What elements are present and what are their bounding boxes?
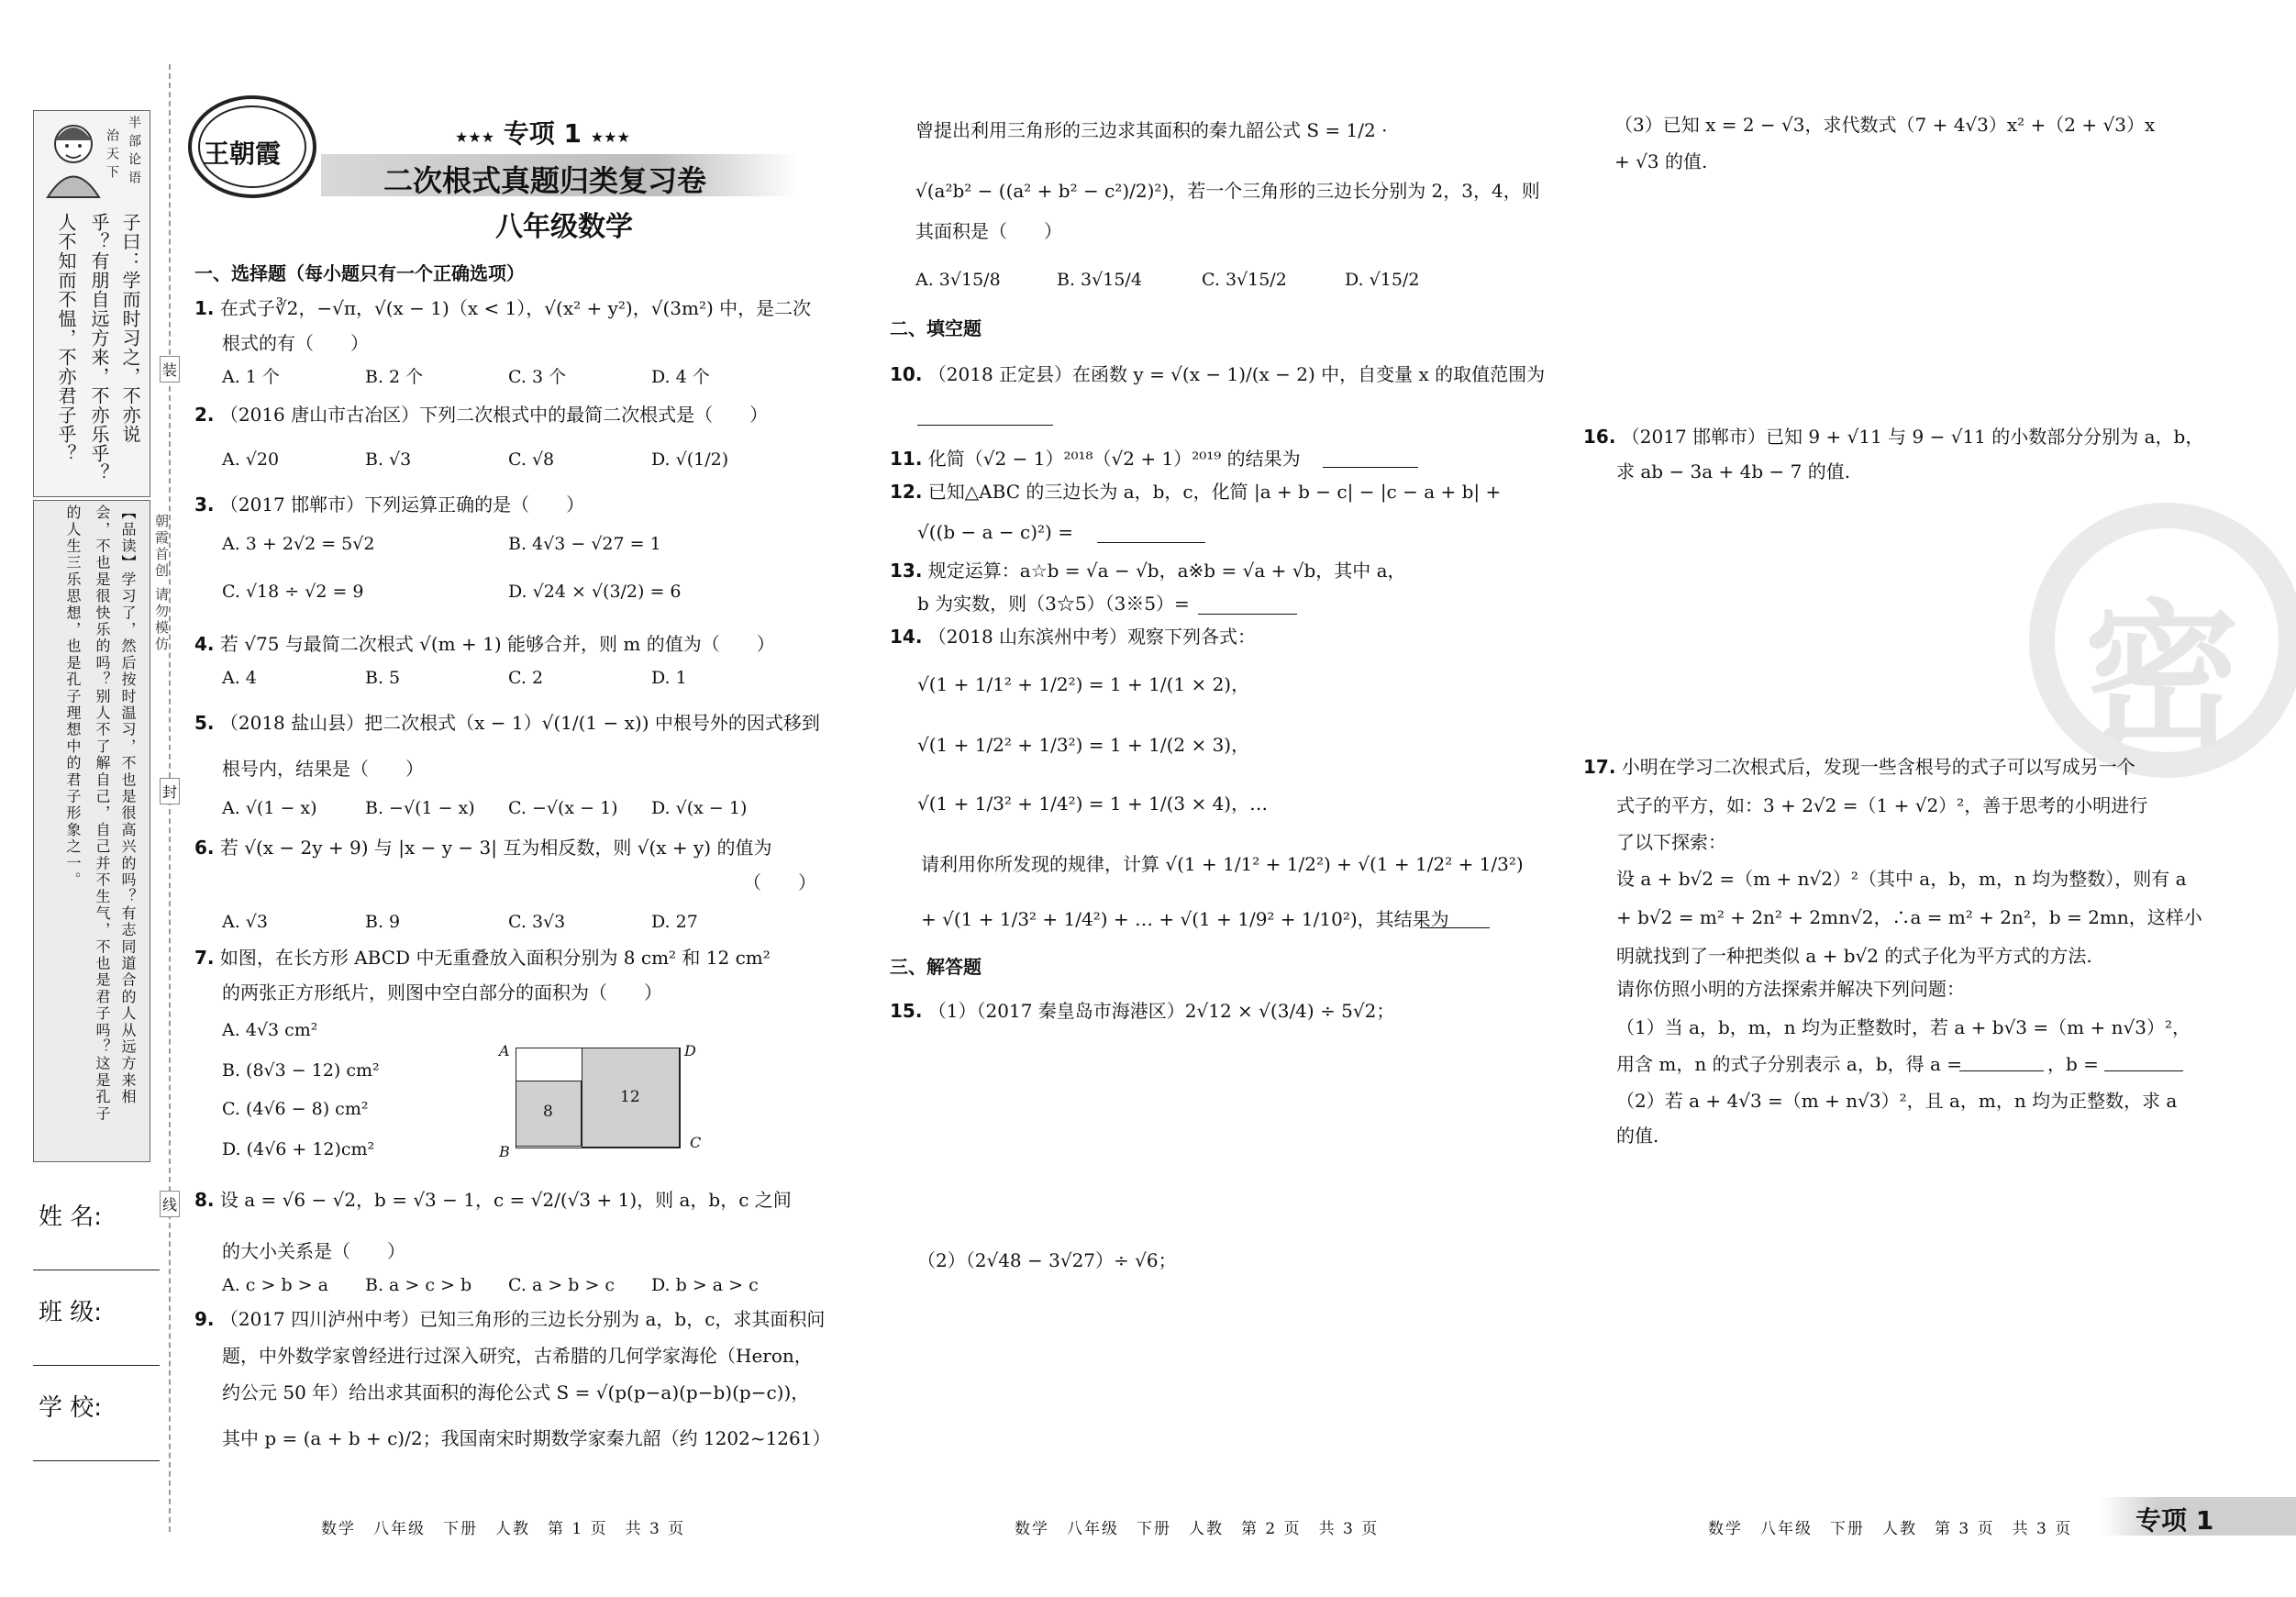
q6-answer-paren[interactable]: （ ） [743, 871, 816, 893]
q16-stem2: 求 ab − 3a + 4b − 7 的值. [1616, 460, 1851, 482]
q3-option-a[interactable]: A. 3 + 2√2 = 5√2 [222, 534, 375, 554]
q8-option-a[interactable]: A. c > b > a [222, 1275, 328, 1295]
q7-number: 7. [194, 947, 215, 969]
q9-stem: （2017 四川泸州中考）已知三角形的三边长分别为 a，b，c，求其面积问 [219, 1308, 826, 1330]
q15-part2: （2）（2√48 − 3√27）÷ √6； [917, 1249, 1177, 1271]
q17-part1-cont: 用含 m，n 的式子分别表示 a，b，得 a = [1616, 1053, 1963, 1075]
q17-stem: 小明在学习二次根式后，发现一些含根号的式子可以写成另一个 [1621, 756, 2135, 778]
q1-text [194, 297, 811, 320]
q17-a-blank[interactable] [1959, 1070, 2044, 1071]
q17-part2-cont: 的值. [1616, 1125, 1659, 1147]
q8-option-c[interactable]: C. a > b > c [508, 1275, 616, 1295]
q14-text [890, 626, 1256, 649]
q17-part2: （2）若 a + 4√3 =（m + n√3）²，且 a，m，n 均为正整数，求 a [1616, 1090, 2178, 1112]
q9-text [194, 1308, 825, 1331]
q14-formula-3: √(1 + 1/3² + 1/4²) = 1 + 1/(3 × 4)，… [917, 793, 1269, 815]
q4-text [194, 633, 775, 656]
q17-text [1583, 756, 2135, 779]
q5-option-d[interactable]: D. √(x − 1) [651, 798, 748, 818]
school-label: 学 校: [39, 1394, 103, 1422]
topic-label [455, 114, 630, 150]
stars-left: ★★★ [455, 128, 495, 146]
q5-number: 5. [194, 712, 215, 734]
q7-option-a[interactable]: A. 4√3 cm² [222, 1020, 318, 1040]
q14-formula-2: √(1 + 1/2² + 1/3²) = 1 + 1/(2 × 3)， [917, 734, 1250, 756]
q17-b-blank[interactable] [2104, 1070, 2183, 1071]
q15-part1: （1）（2017 秦皇岛市海港区）2√12 × √(3/4) ÷ 5√2； [927, 1000, 1395, 1022]
class-field[interactable] [33, 1365, 160, 1366]
q11-text [890, 448, 1301, 471]
q10-answer-blank[interactable] [917, 424, 1053, 426]
q4-option-d[interactable]: D. 1 [651, 668, 687, 688]
q14-stem2: 请利用你所发现的规律，计算 √(1 + 1/1² + 1/2²) + √(1 + 1/2² + 1/3²) [921, 853, 1524, 875]
q6-text [194, 837, 771, 859]
pindu-col3: 的人生三乐思想，也是孔子理想中的君子形象之一。 [64, 505, 82, 889]
q3-option-c[interactable]: C. √18 ÷ √2 = 9 [222, 582, 364, 602]
q12-stem: 已知△ABC 的三边长为 a，b，c，化简 |a + b − c| − |c − a + b| + [927, 481, 1502, 503]
motto-small-col1: 半部论语 [127, 116, 141, 189]
q9-stem2: 题，中外数学家曾经进行过深入研究，古希腊的几何学家海伦（Heron， [222, 1345, 813, 1367]
q9-option-b[interactable]: B. 3√15/4 [1057, 270, 1142, 290]
q9-stem4: 其中 p = (a + b + c)/2；我国南宋时期数学家秦九韶（约 1202~1261） [222, 1427, 831, 1449]
q7-text [194, 947, 771, 970]
q2-option-a[interactable]: A. √20 [222, 449, 280, 470]
q17-number: 17. [1583, 756, 1616, 778]
q16-stem: （2017 邯郸市）已知 9 + √11 与 9 − √11 的小数部分分别为 a，b， [1621, 426, 2204, 448]
name-label: 姓 名: [39, 1203, 103, 1231]
watermark-text: 密 [2084, 586, 2241, 768]
q9-option-c[interactable]: C. 3√15/2 [1202, 270, 1287, 290]
q8-text [194, 1189, 792, 1212]
q14-stem: （2018 山东滨州中考）观察下列各式： [927, 626, 1257, 648]
q5-option-c[interactable]: C. −√(x − 1) [508, 798, 618, 818]
q4-stem: 若 √75 与最简二次根式 √(m + 1) 能够合并，则 m 的值为（ ） [219, 633, 775, 655]
q11-number: 11. [890, 448, 923, 470]
q3-number: 3. [194, 494, 215, 516]
q14-answer-blank[interactable] [1420, 926, 1490, 928]
stars-right: ★★★ [590, 128, 630, 146]
q9-option-d[interactable]: D. √15/2 [1345, 270, 1420, 290]
q4-number: 4. [194, 633, 215, 655]
q17-b-label: ，b = [2047, 1053, 2099, 1075]
q11-stem: 化简（√2 − 1）²⁰¹⁸（√2 + 1）²⁰¹⁹ 的结果为 [927, 448, 1301, 470]
margin-mark-zhuang: 装 [160, 356, 180, 383]
q7-label-b: B [499, 1143, 510, 1160]
q8-option-d[interactable]: D. b > a > c [651, 1275, 759, 1295]
q10-stem: （2018 正定县）在函数 y = √(x − 1)/(x − 2) 中，自变量 x 的取值范围为 [927, 363, 1546, 385]
section-fill: 二、填空题 [890, 317, 982, 339]
section-choice: 一、选择题（每小题只有一个正确选项） [194, 262, 525, 284]
q4-option-a[interactable]: A. 4 [222, 668, 257, 688]
q9-stem3: 约公元 50 年）给出求其面积的海伦公式 S = √(p(p−a)(p−b)(p−c))， [222, 1381, 810, 1403]
q7-stem: 如图，在长方形 ABCD 中无重叠放入面积分别为 8 cm² 和 12 cm² [219, 947, 771, 969]
footer-page-3: 数学 八年级 下册 人教 第 3 页 共 3 页 [1708, 1520, 2073, 1538]
q7-label-d: D [684, 1042, 696, 1059]
q3-text [194, 494, 584, 516]
q17-stem3: 了以下探索： [1616, 831, 1726, 853]
q16-number: 16. [1583, 426, 1616, 448]
q8-number: 8. [194, 1189, 215, 1211]
q1-option-d[interactable]: D. 4 个 [651, 367, 710, 387]
q2-stem: （2016 唐山市古冶区）下列二次根式中的最简二次根式是（ ） [219, 404, 769, 426]
class-label: 班 级: [39, 1299, 103, 1326]
q11-answer-blank[interactable] [1323, 466, 1418, 468]
q7-label-c: C [690, 1134, 702, 1151]
q9-stem5: 曾提出利用三角形的三边求其面积的秦九韶公式 S = 1/2 · [915, 119, 1388, 141]
q2-option-b[interactable]: B. √3 [365, 449, 412, 470]
q15-part3-cont: + √3 的值. [1614, 150, 1708, 172]
page-subtitle: 八年级数学 [495, 211, 633, 243]
q7-big-area: 12 [620, 1088, 640, 1106]
motto-small-col2: 治天下 [105, 128, 119, 183]
footer-tag: 专项 1 [2135, 1505, 2214, 1536]
q7-small-area: 8 [543, 1103, 553, 1121]
footer-page-1: 数学 八年级 下册 人教 第 1 页 共 3 页 [321, 1520, 686, 1538]
q7-label-a: A [499, 1042, 510, 1059]
q8-stem: 设 a = √6 − √2，b = √3 − 1，c = √2/(√3 + 1)，则 a，b，c 之间 [219, 1189, 792, 1211]
q17-part1: （1）当 a，b，m，n 均为正整数时，若 a + b√3 =（m + n√3）²， [1616, 1016, 2191, 1038]
q3-stem: （2017 邯郸市）下列运算正确的是（ ） [219, 494, 585, 516]
section-answer: 三、解答题 [890, 956, 982, 978]
q1-stem: 在式子∛2，−√π，√(x − 1)（x < 1），√(x² + y²)，√(3m²) 中，是二次 [219, 297, 812, 319]
q8-stem2: 的大小关系是（ ） [222, 1240, 405, 1262]
q8-option-b[interactable]: B. a > c > b [365, 1275, 472, 1295]
q16-text [1583, 426, 2203, 449]
pindu-col1: 【品读】学习了，然后按时温习，不也是很高兴的吗？有志同道合的人从远方来相 [119, 505, 137, 1106]
quote-col1: 子曰：学而时习之，不亦说 [119, 213, 141, 444]
q14-number: 14. [890, 626, 923, 648]
q12-answer-blank[interactable] [1097, 541, 1205, 543]
topic-text: 专项 1 [503, 118, 582, 149]
q17-stem2: 式子的平方，如：3 + 2√2 =（1 + √2）²，善于思考的小明进行 [1616, 794, 2148, 816]
q17-stem4: 设 a + b√2 =（m + n√2）²（其中 a，b，m，n 均为整数），则有 a [1616, 868, 2187, 890]
q6-option-a[interactable]: A. √3 [222, 912, 268, 932]
q9-option-a[interactable]: A. 3√15/8 [915, 270, 1001, 290]
q13-stem2: b 为实数，则（3☆5）（3※5）= [917, 593, 1190, 615]
q12-stem2: √((b − a − c)²) = [917, 521, 1073, 543]
q2-number: 2. [194, 404, 215, 426]
q1-stem2: 根式的有（ ） [222, 332, 369, 354]
logo-text: 王朝霞 [204, 139, 282, 169]
footer-page-2: 数学 八年级 下册 人教 第 2 页 共 3 页 [1015, 1520, 1380, 1538]
q13-text [890, 560, 1406, 582]
quote-col3: 人不知而不愠，不亦君子乎？ [55, 213, 77, 463]
q7-stem2: 的两张正方形纸片，则图中空白部分的面积为（ ） [222, 981, 662, 1004]
page-title: 二次根式真题归类复习卷 [383, 163, 707, 198]
q3-option-d[interactable]: D. √24 × √(3/2) = 6 [508, 582, 682, 602]
seal-text: 朝霞首创 请勿模仿 [153, 514, 170, 653]
q2-text [194, 404, 768, 427]
q13-answer-blank[interactable] [1198, 613, 1297, 615]
q6-option-d[interactable]: D. 27 [651, 912, 698, 932]
confucius-illustration [37, 115, 112, 202]
q7-option-c[interactable]: C. (4√6 − 8) cm² [222, 1099, 369, 1119]
q15-text [890, 1000, 1394, 1023]
q17-stem7: 请你仿照小明的方法探索并解决下列问题： [1616, 978, 1965, 1000]
q12-number: 12. [890, 481, 923, 503]
q6-number: 6. [194, 837, 215, 859]
q2-option-c[interactable]: C. √8 [508, 449, 555, 470]
q14-stem3: + √(1 + 1/3² + 1/4²) + … + √(1 + 1/9² + 1/10²)，其结果为 [921, 908, 1449, 930]
school-field[interactable] [33, 1460, 160, 1461]
q1-option-a[interactable]: A. 1 个 [222, 367, 280, 387]
q7-option-d[interactable]: D. (4√6 + 12)cm² [222, 1139, 375, 1159]
q6-option-b[interactable]: B. 9 [365, 912, 401, 932]
q14-formula-1: √(1 + 1/1² + 1/2²) = 1 + 1/(1 × 2)， [917, 673, 1250, 695]
q2-option-d[interactable]: D. √(1/2) [651, 449, 729, 470]
pindu-col2: 会，不也是很快乐的吗？别人不了解自己，自己并不生气，不也是君子吗？这是孔子 [94, 505, 111, 1123]
q1-number: 1. [194, 297, 215, 319]
q9-stem6: √(a²b² − ((a² + b² − c²)/2)²)，若一个三角形的三边长分别为 2，3，4，则 [915, 180, 1540, 202]
q17-stem6: 明就找到了一种把类似 a + b√2 的式子化为平方式的方法. [1616, 945, 2092, 967]
q5-option-b[interactable]: B. −√(1 − x) [365, 798, 475, 818]
q15-number: 15. [890, 1000, 923, 1022]
q9-number: 9. [194, 1308, 215, 1330]
q4-option-b[interactable]: B. 5 [365, 668, 401, 688]
q1-option-c[interactable]: C. 3 个 [508, 367, 567, 387]
q13-stem: 规定运算：a☆b = √a − √b，a※b = √a + √b，其中 a， [927, 560, 1406, 582]
q12-text [890, 481, 1501, 504]
quote-col2: 乎？有朋自远方来，不亦乐乎？ [88, 213, 110, 482]
q10-text [890, 363, 1545, 386]
q17-stem5: + b√2 = m² + 2n² + 2mn√2，∴a = m² + 2n²，b = 2mn，这样小 [1616, 906, 2202, 928]
q15-part3: （3）已知 x = 2 − √3，求代数式（7 + 4√3）x² +（2 + √3）x [1614, 114, 2156, 136]
margin-mark-xian: 线 [160, 1191, 180, 1217]
q9-stem7: 其面积是（ ） [915, 220, 1062, 242]
q1-option-b[interactable]: B. 2 个 [365, 367, 424, 387]
q5-stem: （2018 盐山县）把二次根式（x − 1）√(1/(1 − x)) 中根号外的因式移到 [219, 712, 820, 734]
q4-option-c[interactable]: C. 2 [508, 668, 544, 688]
q6-stem: 若 √(x − 2y + 9) 与 |x − y − 3| 互为相反数，则 √(x + y) 的值为 [219, 837, 772, 859]
q5-text [194, 712, 820, 735]
q3-option-b[interactable]: B. 4√3 − √27 = 1 [508, 534, 661, 554]
q6-option-c[interactable]: C. 3√3 [508, 912, 566, 932]
q7-option-b[interactable]: B. (8√3 − 12) cm² [222, 1060, 380, 1081]
q5-option-a[interactable]: A. √(1 − x) [222, 798, 317, 818]
q13-number: 13. [890, 560, 923, 582]
q5-stem2: 根号内，结果是（ ） [222, 758, 424, 780]
q10-number: 10. [890, 363, 923, 385]
margin-mark-feng: 封 [160, 778, 180, 804]
